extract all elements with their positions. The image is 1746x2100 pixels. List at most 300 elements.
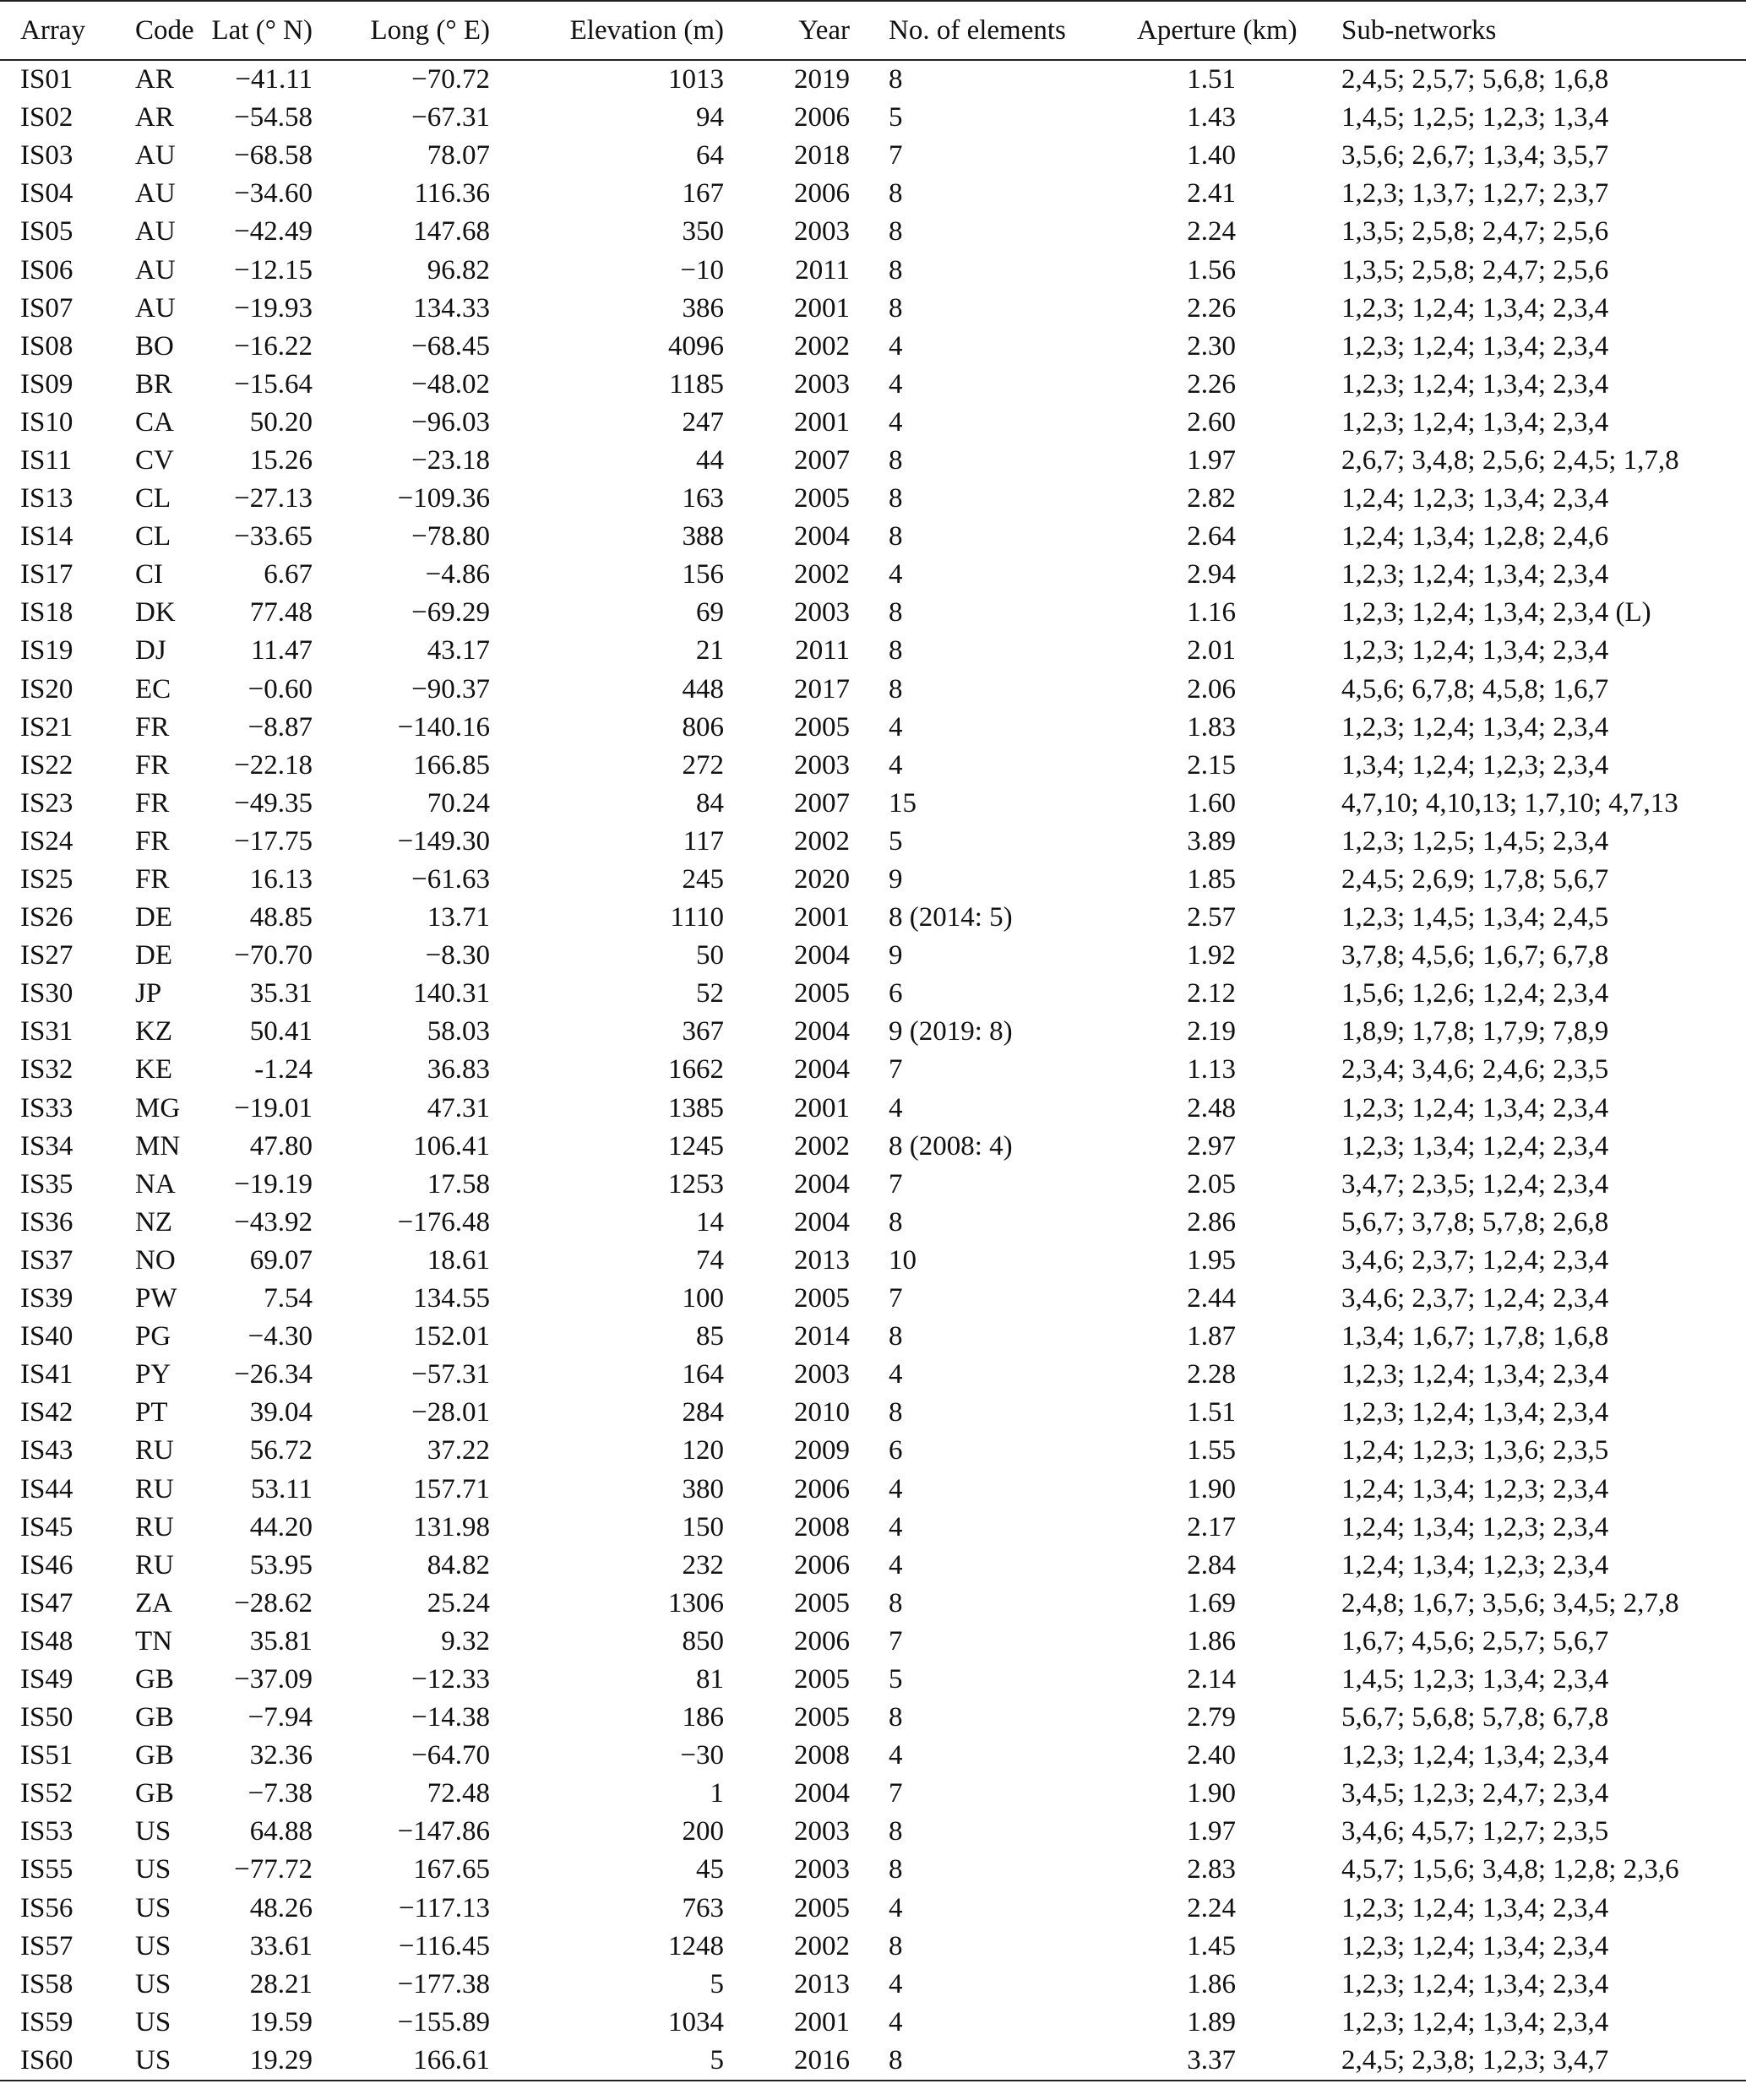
cell-array: IS05 <box>20 216 73 248</box>
cell-elevation: 1248 <box>668 1930 724 1961</box>
header-year: Year <box>798 15 850 46</box>
cell-aperture: 2.64 <box>1187 521 1236 552</box>
cell-elements: 8 (2014: 5) <box>889 902 1013 933</box>
table-row <box>0 861 1746 899</box>
table-row <box>0 1623 1746 1661</box>
cell-year: 2002 <box>794 1930 850 1961</box>
cell-long: 9.32 <box>441 1625 490 1657</box>
cell-elevation: 200 <box>682 1816 724 1847</box>
cell-year: 2009 <box>794 1435 850 1466</box>
cell-code: MN <box>135 1130 181 1162</box>
cell-subnetworks: 1,2,3; 1,2,4; 1,3,4; 2,3,4 <box>1341 635 1609 666</box>
cell-year: 2004 <box>794 1206 850 1238</box>
cell-year: 2006 <box>794 1549 850 1580</box>
cell-long: −12.33 <box>411 1663 490 1695</box>
cell-subnetworks: 1,2,3; 1,2,4; 1,3,4; 2,3,4 <box>1341 1740 1609 1771</box>
cell-elements: 8 <box>889 1321 903 1352</box>
cell-long: 18.61 <box>427 1244 490 1276</box>
cell-aperture: 2.06 <box>1187 673 1236 705</box>
cell-long: −109.36 <box>397 483 490 514</box>
cell-code: US <box>135 1816 171 1847</box>
cell-lat: −7.38 <box>247 1778 313 1809</box>
cell-subnetworks: 1,6,7; 4,5,6; 2,5,7; 5,6,7 <box>1341 1625 1609 1657</box>
cell-year: 2001 <box>794 902 850 933</box>
cell-array: IS04 <box>20 178 73 209</box>
cell-elements: 4 <box>889 559 903 590</box>
cell-year: 2005 <box>794 1702 850 1733</box>
cell-lat: −42.49 <box>234 216 313 248</box>
cell-aperture: 1.13 <box>1187 1054 1236 1085</box>
cell-long: 78.07 <box>427 140 490 171</box>
cell-year: 2005 <box>794 483 850 514</box>
cell-elements: 4 <box>889 1511 903 1542</box>
cell-array: IS25 <box>20 864 73 895</box>
cell-subnetworks: 1,2,3; 1,2,4; 1,3,4; 2,3,4 <box>1341 1930 1609 1961</box>
cell-lat: 39.04 <box>249 1397 313 1428</box>
header-array: Array <box>20 15 85 46</box>
cell-code: FR <box>135 787 170 819</box>
table-row <box>0 366 1746 404</box>
cell-array: IS11 <box>20 444 73 476</box>
cell-elements: 5 <box>889 1663 903 1695</box>
cell-code: RU <box>135 1549 174 1580</box>
cell-subnetworks: 1,2,3; 1,3,7; 1,2,7; 2,3,7 <box>1341 178 1609 209</box>
cell-long: 37.22 <box>427 1435 490 1466</box>
cell-array: IS36 <box>20 1206 73 1238</box>
cell-code: AR <box>135 102 174 133</box>
cell-long: 72.48 <box>427 1778 490 1809</box>
cell-long: −48.02 <box>411 368 490 400</box>
cell-lat: −34.60 <box>234 178 313 209</box>
cell-long: −177.38 <box>397 1968 490 1999</box>
cell-array: IS42 <box>20 1397 73 1428</box>
cell-lat: 44.20 <box>249 1511 313 1542</box>
cell-year: 2003 <box>794 368 850 400</box>
cell-code: FR <box>135 864 170 895</box>
cell-long: 36.83 <box>427 1054 490 1085</box>
cell-subnetworks: 1,3,4; 1,2,4; 1,2,3; 2,3,4 <box>1341 749 1609 781</box>
cell-code: DE <box>135 940 172 971</box>
cell-array: IS33 <box>20 1092 73 1123</box>
cell-aperture: 2.60 <box>1187 406 1236 438</box>
cell-aperture: 1.60 <box>1187 787 1236 819</box>
cell-array: IS24 <box>20 825 73 857</box>
cell-aperture: 1.97 <box>1187 1816 1236 1847</box>
cell-lat: 6.67 <box>264 559 313 590</box>
cell-long: 25.24 <box>427 1587 490 1619</box>
cell-long: −4.86 <box>425 559 490 590</box>
cell-aperture: 1.86 <box>1187 1625 1236 1657</box>
cell-year: 2004 <box>794 521 850 552</box>
cell-lat: 35.31 <box>249 978 313 1009</box>
cell-long: −70.72 <box>411 64 490 95</box>
cell-lat: −4.30 <box>247 1321 313 1352</box>
cell-long: 96.82 <box>427 254 490 286</box>
cell-array: IS51 <box>20 1740 73 1771</box>
cell-code: CL <box>135 521 171 552</box>
cell-array: IS43 <box>20 1435 73 1466</box>
cell-lat: −70.70 <box>234 940 313 971</box>
table-row <box>0 747 1746 785</box>
cell-subnetworks: 1,4,5; 1,2,3; 1,3,4; 2,3,4 <box>1341 1663 1609 1695</box>
table-row <box>0 1470 1746 1508</box>
cell-subnetworks: 1,4,5; 1,2,5; 1,2,3; 1,3,4 <box>1341 102 1609 133</box>
cell-elevation: 1034 <box>668 2006 724 2037</box>
cell-elevation: 272 <box>682 749 724 781</box>
table-row <box>0 823 1746 861</box>
cell-year: 2018 <box>794 140 850 171</box>
table-row <box>0 251 1746 289</box>
table-row <box>0 518 1746 556</box>
cell-array: IS02 <box>20 102 73 133</box>
table-row <box>0 709 1746 747</box>
cell-elevation: 1245 <box>668 1130 724 1162</box>
cell-elements: 8 <box>889 483 903 514</box>
cell-elements: 4 <box>889 1092 903 1123</box>
cell-lat: 19.29 <box>249 2044 313 2076</box>
cell-long: 70.24 <box>427 787 490 819</box>
cell-aperture: 2.82 <box>1187 483 1236 514</box>
cell-year: 2014 <box>794 1321 850 1352</box>
cell-year: 2001 <box>794 1092 850 1123</box>
cell-array: IS46 <box>20 1549 73 1580</box>
cell-year: 2004 <box>794 1168 850 1200</box>
cell-array: IS21 <box>20 711 73 743</box>
cell-array: IS47 <box>20 1587 73 1619</box>
cell-code: KZ <box>135 1016 172 1047</box>
cell-elements: 8 <box>889 254 903 286</box>
cell-long: −14.38 <box>411 1702 490 1733</box>
cell-elements: 8 <box>889 64 903 95</box>
cell-array: IS07 <box>20 292 73 324</box>
cell-code: MG <box>135 1092 181 1123</box>
cell-elevation: 763 <box>682 1892 724 1923</box>
cell-long: 106.41 <box>413 1130 490 1162</box>
cell-lat: −0.60 <box>247 673 313 705</box>
cell-year: 2008 <box>794 1740 850 1771</box>
cell-long: 116.36 <box>414 178 490 209</box>
cell-long: 166.85 <box>413 749 490 781</box>
cell-elevation: 186 <box>682 1702 724 1733</box>
table-row <box>0 1318 1746 1356</box>
cell-long: −57.31 <box>411 1359 490 1390</box>
cell-elevation: 117 <box>683 825 724 857</box>
cell-elevation: 81 <box>696 1663 724 1695</box>
header-subnetworks: Sub-networks <box>1341 15 1497 46</box>
cell-aperture: 1.97 <box>1187 444 1236 476</box>
table-row <box>0 1851 1746 1889</box>
cell-year: 2006 <box>794 178 850 209</box>
cell-aperture: 1.40 <box>1187 140 1236 171</box>
cell-aperture: 1.86 <box>1187 1968 1236 1999</box>
table-row <box>0 632 1746 670</box>
cell-elevation: 245 <box>682 864 724 895</box>
cell-elevation: 45 <box>696 1854 724 1885</box>
cell-elements: 4 <box>889 1740 903 1771</box>
cell-long: −68.45 <box>411 330 490 362</box>
cell-elements: 7 <box>889 1168 903 1200</box>
cell-lat: -1.24 <box>254 1054 313 1085</box>
cell-elements: 8 <box>889 1854 903 1885</box>
cell-lat: −33.65 <box>234 521 313 552</box>
cell-lat: 53.11 <box>250 1473 313 1504</box>
cell-aperture: 2.15 <box>1187 749 1236 781</box>
cell-subnetworks: 1,3,5; 2,5,8; 2,4,7; 2,5,6 <box>1341 216 1609 248</box>
cell-long: 131.98 <box>413 1511 490 1542</box>
cell-lat: −19.93 <box>234 292 313 324</box>
cell-elevation: 120 <box>682 1435 724 1466</box>
cell-code: AU <box>135 254 176 286</box>
table-row <box>0 1585 1746 1623</box>
cell-elevation: 44 <box>696 444 724 476</box>
table-row <box>0 1813 1746 1851</box>
table-row <box>0 1128 1746 1166</box>
cell-elevation: 1185 <box>669 368 724 400</box>
cell-elements: 7 <box>889 1778 903 1809</box>
cell-array: IS06 <box>20 254 73 286</box>
cell-elements: 6 <box>889 978 903 1009</box>
table-row <box>0 1090 1746 1128</box>
cell-lat: 16.13 <box>249 864 313 895</box>
cell-aperture: 2.44 <box>1187 1283 1236 1314</box>
cell-long: −96.03 <box>411 406 490 438</box>
cell-long: 157.71 <box>413 1473 490 1504</box>
cell-elevation: 14 <box>696 1206 724 1238</box>
cell-code: DJ <box>135 635 166 666</box>
table-row <box>0 1013 1746 1051</box>
cell-code: DE <box>135 902 172 933</box>
cell-elevation: 850 <box>682 1625 724 1657</box>
cell-elements: 4 <box>889 368 903 400</box>
cell-long: −140.16 <box>397 711 490 743</box>
cell-array: IS26 <box>20 902 73 933</box>
cell-lat: 48.85 <box>249 902 313 933</box>
table-row <box>0 1928 1746 1966</box>
cell-elevation: 50 <box>696 940 724 971</box>
header-long: Long (° E) <box>370 15 490 46</box>
cell-lat: −77.72 <box>234 1854 313 1885</box>
cell-long: −147.86 <box>397 1816 490 1847</box>
cell-code: GB <box>135 1663 174 1695</box>
cell-long: 140.31 <box>413 978 490 1009</box>
table-row <box>0 937 1746 975</box>
cell-long: 152.01 <box>413 1321 490 1352</box>
cell-elevation: 167 <box>682 178 724 209</box>
cell-long: 17.58 <box>427 1168 490 1200</box>
table-row <box>0 2004 1746 2042</box>
cell-lat: 56.72 <box>249 1435 313 1466</box>
cell-year: 2011 <box>795 635 850 666</box>
cell-array: IS01 <box>20 64 73 95</box>
cell-code: CA <box>135 406 174 438</box>
cell-elevation: 164 <box>682 1359 724 1390</box>
cell-elements: 7 <box>889 1283 903 1314</box>
cell-elements: 4 <box>889 2006 903 2037</box>
cell-aperture: 2.41 <box>1187 178 1236 209</box>
cell-array: IS45 <box>20 1511 73 1542</box>
cell-elevation: 5 <box>710 1968 724 1999</box>
cell-elements: 8 <box>889 178 903 209</box>
cell-elements: 9 <box>889 940 903 971</box>
cell-elevation: 1385 <box>668 1092 724 1123</box>
cell-code: PY <box>135 1359 171 1390</box>
cell-elevation: 806 <box>682 711 724 743</box>
cell-subnetworks: 2,3,4; 3,4,6; 2,4,6; 2,3,5 <box>1341 1054 1609 1085</box>
cell-code: BO <box>135 330 174 362</box>
cell-elements: 6 <box>889 1435 903 1466</box>
cell-year: 2019 <box>794 64 850 95</box>
cell-elements: 7 <box>889 1625 903 1657</box>
cell-long: 134.33 <box>413 292 490 324</box>
cell-long: −78.80 <box>411 521 490 552</box>
header-elevation: Elevation (m) <box>569 15 724 46</box>
cell-code: AU <box>135 178 176 209</box>
cell-subnetworks: 3,4,7; 2,3,5; 1,2,4; 2,3,4 <box>1341 1168 1609 1200</box>
cell-subnetworks: 3,4,6; 2,3,7; 1,2,4; 2,3,4 <box>1341 1283 1609 1314</box>
cell-elevation: 367 <box>682 1016 724 1047</box>
cell-long: −61.63 <box>411 864 490 895</box>
cell-subnetworks: 1,2,3; 1,2,4; 1,3,4; 2,3,4 (L) <box>1341 597 1651 628</box>
cell-elements: 7 <box>889 140 903 171</box>
cell-code: US <box>135 1930 171 1961</box>
cell-elevation: 448 <box>682 673 724 705</box>
cell-array: IS41 <box>20 1359 73 1390</box>
table-header <box>0 1 1746 60</box>
cell-array: IS37 <box>20 1244 73 1276</box>
table-row <box>0 1509 1746 1547</box>
cell-array: IS59 <box>20 2006 73 2037</box>
cell-elements: 10 <box>889 1244 917 1276</box>
cell-elements: 8 <box>889 444 903 476</box>
cell-aperture: 1.87 <box>1187 1321 1236 1352</box>
cell-code: AU <box>135 140 176 171</box>
table-row <box>0 1242 1746 1280</box>
cell-aperture: 1.56 <box>1187 254 1236 286</box>
header-aperture: Aperture (km) <box>1137 15 1297 46</box>
cell-aperture: 1.55 <box>1187 1435 1236 1466</box>
cell-elevation: 94 <box>696 102 724 133</box>
cell-array: IS53 <box>20 1816 73 1847</box>
cell-lat: 50.20 <box>249 406 313 438</box>
cell-array: IS13 <box>20 483 73 514</box>
cell-elevation: 74 <box>696 1244 724 1276</box>
cell-array: IS09 <box>20 368 73 400</box>
cell-long: 167.65 <box>413 1854 490 1885</box>
cell-elements: 4 <box>889 406 903 438</box>
cell-lat: −37.09 <box>234 1663 313 1695</box>
cell-subnetworks: 1,8,9; 1,7,8; 1,7,9; 7,8,9 <box>1341 1016 1609 1047</box>
cell-aperture: 2.84 <box>1187 1549 1236 1580</box>
cell-array: IS58 <box>20 1968 73 1999</box>
table-row <box>0 899 1746 937</box>
cell-long: −90.37 <box>411 673 490 705</box>
cell-subnetworks: 1,2,3; 1,2,4; 1,3,4; 2,3,4 <box>1341 1892 1609 1923</box>
cell-array: IS34 <box>20 1130 73 1162</box>
cell-aperture: 2.01 <box>1187 635 1236 666</box>
table-row <box>0 1737 1746 1775</box>
cell-aperture: 1.51 <box>1187 1397 1236 1428</box>
cell-array: IS56 <box>20 1892 73 1923</box>
cell-subnetworks: 2,4,5; 2,6,9; 1,7,8; 5,6,7 <box>1341 864 1609 895</box>
cell-year: 2004 <box>794 1054 850 1085</box>
cell-subnetworks: 1,2,3; 1,4,5; 1,3,4; 2,4,5 <box>1341 902 1609 933</box>
cell-subnetworks: 1,2,4; 1,2,3; 1,3,6; 2,3,5 <box>1341 1435 1609 1466</box>
cell-subnetworks: 2,4,5; 2,5,7; 5,6,8; 1,6,8 <box>1341 64 1609 95</box>
cell-aperture: 3.37 <box>1187 2044 1236 2076</box>
cell-code: FR <box>135 825 170 857</box>
cell-elevation: 163 <box>682 483 724 514</box>
cell-year: 2006 <box>794 102 850 133</box>
table-row <box>0 480 1746 518</box>
cell-elevation: 247 <box>682 406 724 438</box>
cell-year: 2005 <box>794 1892 850 1923</box>
cell-lat: 15.26 <box>249 444 313 476</box>
cell-year: 2003 <box>794 1359 850 1390</box>
cell-subnetworks: 4,5,6; 6,7,8; 4,5,8; 1,6,7 <box>1341 673 1609 705</box>
cell-year: 2001 <box>794 292 850 324</box>
cell-subnetworks: 1,2,3; 1,2,5; 1,4,5; 2,3,4 <box>1341 825 1609 857</box>
table-row <box>0 594 1746 632</box>
cell-subnetworks: 3,4,5; 1,2,3; 2,4,7; 2,3,4 <box>1341 1778 1609 1809</box>
cell-year: 2005 <box>794 1587 850 1619</box>
table-row <box>0 1166 1746 1204</box>
cell-lat: −19.01 <box>234 1092 313 1123</box>
cell-elements: 9 <box>889 864 903 895</box>
cell-year: 2011 <box>795 254 850 286</box>
cell-array: IS27 <box>20 940 73 971</box>
cell-aperture: 2.17 <box>1187 1511 1236 1542</box>
cell-lat: 33.61 <box>249 1930 313 1961</box>
cell-elevation: 1013 <box>668 64 724 95</box>
cell-aperture: 2.26 <box>1187 368 1236 400</box>
cell-year: 2003 <box>794 749 850 781</box>
cell-long: 84.82 <box>427 1549 490 1580</box>
cell-lat: 64.88 <box>249 1816 313 1847</box>
cell-array: IS60 <box>20 2044 73 2076</box>
cell-array: IS23 <box>20 787 73 819</box>
cell-code: RU <box>135 1511 174 1542</box>
cell-year: 2001 <box>794 2006 850 2037</box>
cell-year: 2005 <box>794 711 850 743</box>
cell-subnetworks: 1,2,4; 1,2,3; 1,3,4; 2,3,4 <box>1341 483 1609 514</box>
table-row <box>0 1775 1746 1813</box>
cell-code: EC <box>135 673 171 705</box>
cell-elements: 8 <box>889 1397 903 1428</box>
cell-subnetworks: 4,7,10; 4,10,13; 1,7,10; 4,7,13 <box>1341 787 1678 819</box>
cell-code: DK <box>135 597 176 628</box>
table-row <box>0 137 1746 175</box>
cell-array: IS57 <box>20 1930 73 1961</box>
cell-aperture: 1.51 <box>1187 64 1236 95</box>
cell-subnetworks: 1,2,4; 1,3,4; 1,2,3; 2,3,4 <box>1341 1473 1609 1504</box>
cell-aperture: 1.95 <box>1187 1244 1236 1276</box>
cell-aperture: 2.19 <box>1187 1016 1236 1047</box>
cell-year: 2006 <box>794 1625 850 1657</box>
cell-lat: −49.35 <box>234 787 313 819</box>
cell-subnetworks: 4,5,7; 1,5,6; 3,4,8; 1,2,8; 2,3,6 <box>1341 1854 1679 1885</box>
cell-year: 2005 <box>794 1663 850 1695</box>
cell-code: US <box>135 2006 171 2037</box>
cell-year: 2005 <box>794 1283 850 1314</box>
cell-year: 2006 <box>794 1473 850 1504</box>
cell-elevation: 4096 <box>668 330 724 362</box>
cell-lat: −28.62 <box>234 1587 313 1619</box>
cell-lat: −12.15 <box>234 254 313 286</box>
cell-array: IS48 <box>20 1625 73 1657</box>
table-row <box>0 328 1746 366</box>
cell-array: IS44 <box>20 1473 73 1504</box>
cell-elements: 8 <box>889 635 903 666</box>
